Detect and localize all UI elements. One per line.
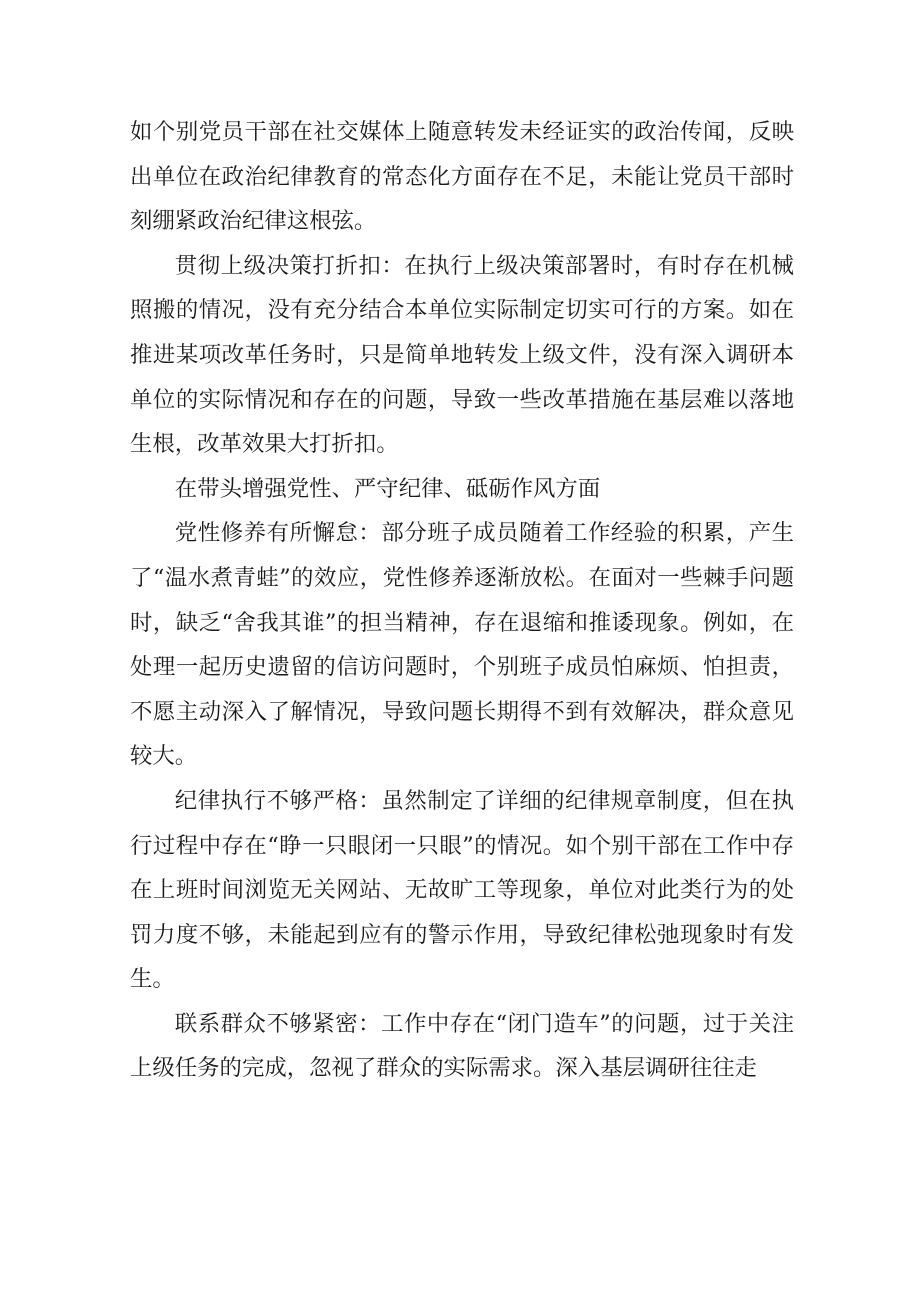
paragraph-2: 贯彻上级决策打折扣：在执行上级决策部署时，有时存在机械照搬的情况，没有充分结合本单位实际制定切实可行的方案。如在推进某项改革任务时，只是简单地转发上级文件，没有深入调研本单位的实际情况和存在的问题，导致一些改革措施在基层难以落地生根，改革效果大打折扣。: [130, 252, 794, 458]
document-body: [130, 110, 794, 1091]
paragraph-5: 联系群众不够紧密：工作中存在“闭门造车”的问题，过于关注上级任务的完成，忽视了群众的实际需求。深入基层调研往往走: [130, 1010, 794, 1082]
section-heading: 在带头增强党性、严守纪律、砥砺作风方面: [174, 475, 601, 502]
paragraph-1: 如个别党员干部在社交媒体上随意转发未经证实的政治传闻，反映出单位在政治纪律教育的常态化方面存在不足，未能让党员干部时刻绷紧政治纪律这根弦。: [130, 119, 794, 235]
paragraph-3: 党性修养有所懈怠：部分班子成员随着工作经验的积累，产生了“温水煮青蛙”的效应，党性修养逐渐放松。在面对一些棘手问题时，缺乏“舍我其谁”的担当精神，存在退缩和推诿现象。例如，在处理一起历史遗留的信访问题时，个别班子成员怕麻烦、怕担责，不愿主动深入了解情况，导致问题长期得不到有效解决，群众意见较大。: [130, 520, 794, 770]
paragraph-4: 纪律执行不够严格：虽然制定了详细的纪律规章制度，但在执行过程中存在“睁一只眼闭一只眼”的情况。如个别干部在工作中存在上班时间浏览无关网站、无故旷工等现象，单位对此类行为的处罚力度不够，未能起到应有的警示作用，导致纪律松弛现象时有发生。: [130, 787, 794, 993]
